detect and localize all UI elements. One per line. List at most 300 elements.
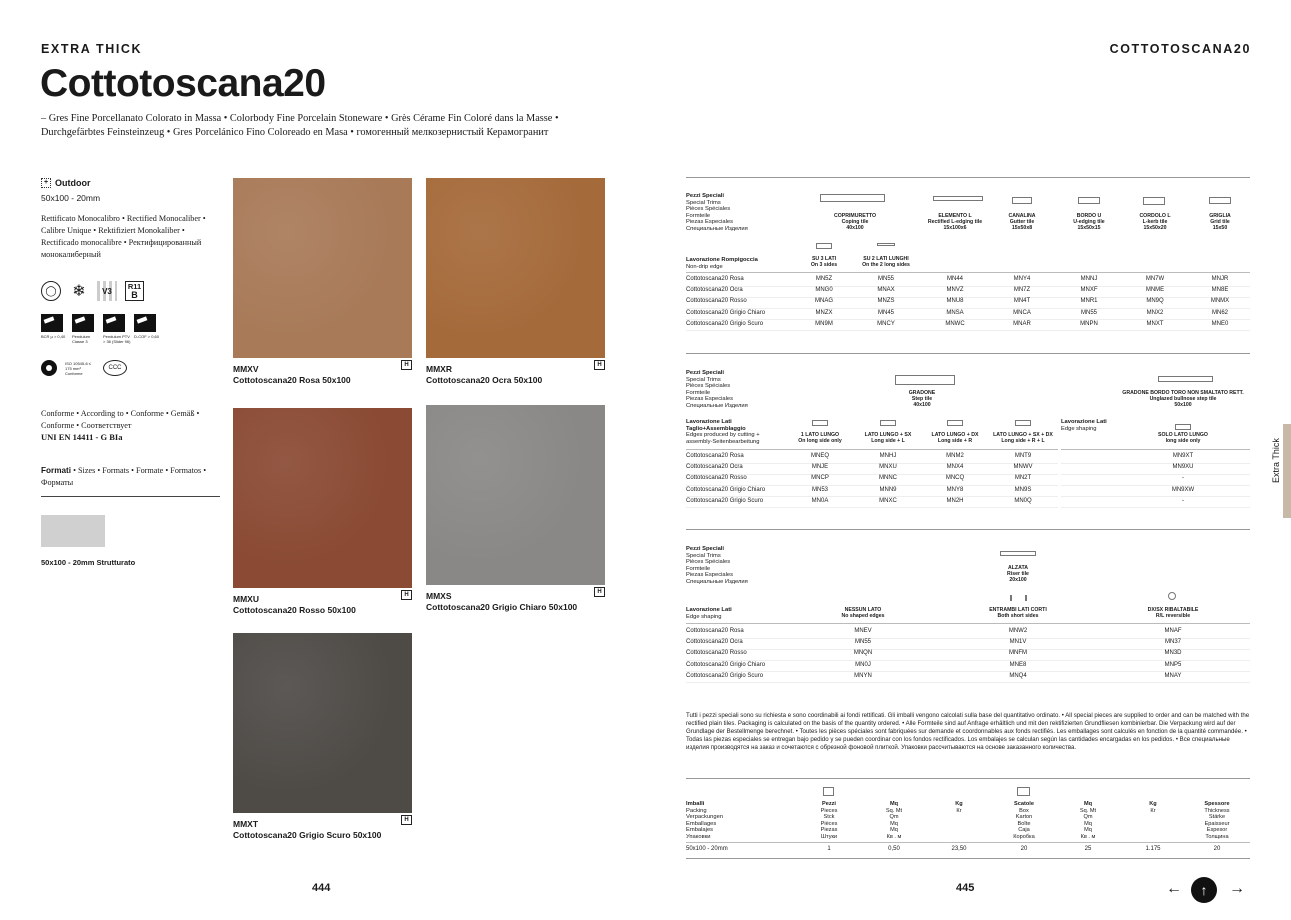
piece-label <box>1113 390 1253 408</box>
cell-code: MNAF <box>1164 628 1182 634</box>
packing-col-header: Pezzi <box>822 801 836 807</box>
packing-col-header: Stärke <box>1208 814 1226 820</box>
piece-label-line: COPRIMURETTO <box>834 213 876 219</box>
cell-code: MNXU <box>879 464 897 471</box>
cell-code: MNSA <box>946 309 964 316</box>
h-mark-icon: H <box>594 360 605 370</box>
row-name: Cottotoscana20 Ocra <box>686 464 743 471</box>
cell-code: MNEV <box>854 628 872 634</box>
edge-label: Lavorazione Lati <box>686 607 732 613</box>
slip-caption: Pendulum PTV > 36 (Slider 96) <box>103 334 131 344</box>
trim-label-line: Special Trims <box>686 199 721 206</box>
packing-col-header: Kg <box>1149 801 1157 807</box>
packing-col-header: Kg <box>955 801 963 807</box>
row-name: Cottotoscana20 Rosso <box>686 475 747 482</box>
slip-caption: BCR µ > 0,40 <box>41 334 66 339</box>
row-name: Cottotoscana20 Rosa <box>686 628 744 634</box>
trim-label-line: Pezzi Speciali <box>686 193 725 199</box>
cell-code: MN55 <box>854 639 871 646</box>
table-rule <box>686 353 1250 354</box>
slip-caption: D-COF > 0,60 <box>134 334 160 339</box>
slip-icons <box>41 314 158 344</box>
edge-label: Lavorazione Lati <box>686 419 732 425</box>
row-name: Cottotoscana20 Grigio Chiaro <box>686 486 766 493</box>
column-header-line: DX/SX RIBALTABILE <box>1147 607 1199 613</box>
packing-value: 20 <box>1020 846 1028 852</box>
series-label: EXTRA THICK <box>41 42 143 56</box>
packing-row-label: 50x100 - 20mm <box>686 846 728 852</box>
cell-code: MN0A <box>811 497 829 504</box>
cell-code: MN8E <box>1211 287 1229 294</box>
outdoor-label: Outdoor <box>55 178 91 188</box>
page-title: Cottotoscana20 <box>40 62 326 105</box>
piece-label-line: Step tile <box>911 396 933 402</box>
packing-col-header: Qm <box>889 814 899 820</box>
edge-label: Edge shaping <box>686 613 722 620</box>
cell-code: MNXC <box>879 497 897 504</box>
piece-label-line: 15x50x15 <box>1077 225 1101 231</box>
packing-col-header: Piezas <box>820 827 838 833</box>
cell-code: MNWV <box>1013 464 1033 471</box>
cell-code: MN1V <box>1009 639 1027 646</box>
cell-code: MNP5 <box>1164 661 1182 668</box>
tile-name: Cottotoscana20 Ocra 50x100 <box>426 375 543 385</box>
coping-tile-icon <box>820 194 885 202</box>
cell-code: MNEQ <box>811 453 829 459</box>
cell-code: MNMX <box>1210 298 1230 305</box>
piece-label-line: 50x100 <box>1174 402 1192 408</box>
edge-label: Edges produced by cutting + <box>686 432 760 438</box>
packing-col-header: Штуки <box>820 833 838 840</box>
column-header-line: On 3 sides <box>810 262 838 268</box>
column-header-line: SOLO LATO LUNGO <box>1158 432 1208 438</box>
iso-caption: ISO 10545-6 ≤ 175 mm³ Conforme <box>65 360 91 376</box>
column-header-line: Both short sides <box>997 613 1039 619</box>
row-name: Cottotoscana20 Rosso <box>686 298 747 305</box>
row-rule <box>686 682 1250 683</box>
tile-image[interactable] <box>426 178 605 358</box>
cell-code: MNYN <box>854 672 872 679</box>
outdoor-row <box>41 178 91 188</box>
packing-value: 0,50 <box>888 846 900 852</box>
packing-col-header: Mq <box>890 827 898 833</box>
edge-label: assembly-Seitenbearbeitung <box>686 438 760 445</box>
piece-label-line: 15x50x20 <box>1143 225 1167 231</box>
cell-code: MN2T <box>1014 475 1032 482</box>
column-header <box>1128 607 1218 619</box>
piece-label-line: CANALINA <box>1008 213 1036 219</box>
packing-col-header: Кг <box>956 807 962 814</box>
column-header <box>973 607 1063 619</box>
tile-image[interactable] <box>233 408 412 588</box>
trim-label-line: Special Trims <box>686 552 721 559</box>
cell-code: MN9M <box>815 320 833 327</box>
formati-rest: • Sizes • Formats • Formate • Formatos • Форматы <box>41 466 207 487</box>
trim-label-line: Formteile <box>686 212 711 219</box>
column-header-line: R/L reversible <box>1155 613 1191 619</box>
packing-col-header: Pièces <box>820 820 838 827</box>
piece-label-line: Unglazed bullnose step tile <box>1149 396 1217 402</box>
cell-code: MNCY <box>877 320 895 327</box>
cell-code: MNR1 <box>1080 298 1098 305</box>
tile-code: MMXU <box>233 594 259 604</box>
trim-label-line: Pièces Spéciales <box>686 559 731 565</box>
piece-label-line: BORDO U <box>1076 213 1102 219</box>
trim-label-line: Embalajes <box>686 827 714 833</box>
edge-label: Edge shaping <box>1061 425 1097 432</box>
row-rule <box>1061 463 1250 464</box>
r11-top: R11 <box>127 282 142 291</box>
h-mark-icon: H <box>401 360 412 370</box>
slip-icon <box>72 314 94 332</box>
column-header-line: No shaped edges <box>841 613 885 619</box>
trim-label-line: Специальные Изделия <box>686 402 748 409</box>
trim-label-line: Piezas Especiales <box>686 396 734 402</box>
packing-col-header: Кв . м <box>886 833 902 840</box>
cell-code: MN9XW <box>1171 486 1195 493</box>
cell-code: MNG0 <box>815 287 833 294</box>
trim-label-line: Упаковки <box>686 833 711 840</box>
packing-col-header: Mq <box>1084 827 1092 833</box>
side-tab-label: Extra Thick <box>1271 438 1281 483</box>
edge-2-sides-icon <box>877 243 895 246</box>
piece-label-line: Gutter tile <box>1009 219 1035 225</box>
cell-code: MNCP <box>811 475 829 482</box>
cell-code: MNAG <box>815 298 833 305</box>
cell-code: MN9Q <box>1146 298 1164 305</box>
packing-col-header: Caja <box>1018 827 1030 833</box>
column-header-line: Long side + R <box>937 438 973 444</box>
cell-code: MNXT <box>1146 320 1164 327</box>
trim-label-line: Formteile <box>686 389 711 396</box>
piece-label-line: 15x50x8 <box>1011 225 1033 231</box>
table-rule <box>686 272 1250 273</box>
ccc-icon <box>103 360 127 376</box>
row-name: Cottotoscana20 Grigio Scuro <box>686 672 764 679</box>
slip-bcr <box>41 314 65 344</box>
table-rule <box>686 449 1058 450</box>
table-rule <box>1061 449 1250 450</box>
column-header-line: SU 3 LATI <box>811 256 837 262</box>
table-rule <box>686 842 1250 843</box>
cell-code: MNJE <box>811 464 829 471</box>
cell-code: MNM2 <box>946 453 964 459</box>
slip-dcof <box>134 314 158 344</box>
tile-image[interactable] <box>426 405 605 585</box>
edge-shape-icon <box>947 420 963 426</box>
cell-code: MNX2 <box>1146 309 1164 316</box>
riser-tile-icon <box>1000 551 1036 556</box>
packing-col-header: Mq <box>1083 801 1093 807</box>
cell-code: MNCQ <box>945 475 965 482</box>
cell-code: MNAR <box>1013 320 1031 327</box>
packing-col-header: Scatole <box>1014 801 1034 807</box>
column-header <box>851 256 921 268</box>
cell-code: MN7W <box>1145 276 1165 282</box>
packing-col-header: Boîte <box>1017 820 1031 827</box>
piece-label-line: CORDOLO L <box>1139 213 1171 219</box>
cell-code: MN0J <box>855 661 871 668</box>
trim-label-line: Verpackungen <box>686 814 724 820</box>
cell-code: MNX4 <box>946 464 964 471</box>
packing-col-header: Karton <box>1015 814 1033 820</box>
piece-label-line: Coping tile <box>841 219 869 225</box>
slip-pendulum <box>72 314 96 344</box>
column-header <box>917 432 993 444</box>
table-rule <box>686 778 1250 779</box>
row-name: Cottotoscana20 Grigio Chiaro <box>686 309 766 316</box>
column-header <box>850 432 926 444</box>
formati-bold: Formati <box>41 466 72 475</box>
cell-code: MN2H <box>946 497 964 504</box>
cell-code: MNN9 <box>879 486 897 493</box>
r11-icon <box>125 281 144 301</box>
conform-text: Conforme • According to • Conforme • Gemäß • Conforme • Соответствует <box>41 409 200 430</box>
prev-page-button[interactable]: ← <box>1166 880 1182 897</box>
packing-value: 25 <box>1084 846 1092 852</box>
l-kerb-icon <box>1143 197 1165 205</box>
column-header-line: On long side only <box>798 438 842 444</box>
tile-code: MMXT <box>233 819 259 829</box>
piece-label <box>1180 213 1260 231</box>
piece-label <box>815 213 895 231</box>
column-header-line: LATO LUNGO + SX <box>864 432 912 438</box>
grid-tile-icon <box>1209 197 1231 204</box>
cell-code: MNPN <box>1080 320 1098 327</box>
cell-code: MN53 <box>811 486 828 493</box>
cell-code: MN7Z <box>1013 287 1031 294</box>
packing-value: 1 <box>827 846 831 852</box>
special-pieces-note: Tutti i pezzi speciali sono su richiesta e sono coordinabili ai fondi rettificati. Gli imballi vengono calcolati sulla base del quantitativo ordinato. • All special pieces are supplied to order and can be matched with the rectified plain tiles. Packaging is calculated on the basis of the quantity ordered. • Alle Formteile sind auf Anfrage erhältlich und mit den rektifizierten Grundfliesen kombinierbar. Die Verpackung wird auf der Grundlage der Bestellmenge berechnet. • Toutes les pièces spéciales sont fabriquées sur demande et coordonnables aux fonds rectifiés. Les emballages sont calculés en fonction de la quantité commandée. • Todas las piezas especiales se entregan bajo pedido y se pueden coordinar con los fondos rectificados. Los embalajes se calculan según las cantidades encargadas en los pedidos. • Все специальные изделия производятся на заказ и сочетаются с обрезной фоновой плиткой. Упаковки рассчитываются на основе заказанного количества. <box>686 712 1250 752</box>
r11-bottom: B <box>131 290 138 300</box>
cell-code: MNY4 <box>1013 276 1031 282</box>
column-header-line: LATO LUNGO + DX <box>931 432 979 438</box>
column-header-line: NESSUN LATO <box>844 607 882 613</box>
row-rule <box>1061 496 1250 497</box>
page-number-right: 445 <box>956 882 975 894</box>
tile-image[interactable] <box>233 178 412 358</box>
edge-shape-icon <box>1015 420 1031 426</box>
l-edging-icon <box>933 196 983 201</box>
edge-label: Non-drip edge <box>686 263 723 270</box>
piece-label-line: L-kerb tile <box>1142 219 1168 225</box>
slip-ptv <box>103 314 131 344</box>
cell-code: MNWC <box>945 320 965 327</box>
table-rule <box>686 858 1250 859</box>
reversible-icon <box>1168 592 1176 600</box>
subtitle: – Gres Fine Porcellanato Colorato in Massa • Colorbody Fine Porcelain Stoneware • Grès Cérame Fin Coloré dans la Masse • Durchgefärbtes Feinsteinzeug • Gres Porcelánico Fino Coloreado en Masa • гомогенный мелкозернистый Керамогранит <box>41 113 559 138</box>
cell-code: MNXF <box>1080 287 1098 294</box>
packing-value: 23,50 <box>951 846 967 852</box>
h-mark-icon: H <box>401 590 412 600</box>
piece-label <box>892 390 952 408</box>
trim-label-line: Piezas Especiales <box>686 219 734 225</box>
row-name: Cottotoscana20 Grigio Scuro <box>686 497 764 504</box>
box-icon <box>1017 787 1030 796</box>
trim-label-line: Formteile <box>686 565 711 572</box>
piece-label <box>988 565 1048 583</box>
size-line: 50x100 - 20mm <box>41 193 101 203</box>
tile-code: MMXS <box>426 591 452 601</box>
row-rule <box>686 507 1058 508</box>
column-header <box>985 432 1061 444</box>
edge-3-sides-icon <box>816 243 832 249</box>
packing-col-header: Spessore <box>1204 801 1230 807</box>
trim-label-line: Специальные Изделия <box>686 578 748 585</box>
cell-code: MNVZ <box>946 287 964 294</box>
cell-code: MNZX <box>815 309 833 316</box>
cell-code: MNQN <box>853 650 873 657</box>
packing-value: 1.175 <box>1145 846 1161 852</box>
cell-code: MNNJ <box>1080 276 1098 282</box>
trim-label-line: Special Trims <box>686 376 721 383</box>
row-name: Cottotoscana20 Rosso <box>686 650 747 657</box>
trim-label-line: Pezzi Speciali <box>686 370 725 376</box>
piece-label-line: Rectified L-edging tile <box>927 219 983 225</box>
column-header-line: On the 2 long sides <box>862 262 910 268</box>
cell-code: MNZS <box>877 298 895 305</box>
packing-col-header: Sq. Mt <box>1079 807 1097 814</box>
packing-col-header: Stck <box>823 814 835 820</box>
trim-label-line: Pezzi Speciali <box>686 546 725 552</box>
edge-mark-icon <box>1010 595 1012 601</box>
packing-col-header: Mq <box>1084 820 1092 827</box>
cell-code: MNHJ <box>879 453 897 459</box>
cell-code: MN62 <box>1211 309 1228 316</box>
cell-code: MN5Z <box>815 276 833 282</box>
edge-shape-icon <box>812 420 828 426</box>
cell-code: MNE0 <box>1211 320 1229 327</box>
next-page-button[interactable]: → <box>1229 880 1245 897</box>
h-mark-icon: H <box>401 815 412 825</box>
packing-col-header: Sq. Mt <box>885 807 903 814</box>
row-rule <box>1061 507 1250 508</box>
packing-value: 20 <box>1213 846 1221 852</box>
slip-icon <box>41 314 63 332</box>
tile-name: Cottotoscana20 Rosso 50x100 <box>233 605 356 615</box>
table-rule <box>686 623 1250 624</box>
property-icons <box>41 281 144 301</box>
h-mark-icon: H <box>594 587 605 597</box>
cell-code: MNU8 <box>946 298 964 305</box>
iso-disc-icon <box>41 360 57 376</box>
packing-col-header: Кг <box>1150 807 1156 814</box>
column-header <box>794 256 854 268</box>
cell-code: MNFM <box>1009 650 1027 657</box>
row-rule <box>686 330 1250 331</box>
piece-label-line: GRADONE <box>908 390 936 396</box>
cell-code: MNY8 <box>946 486 964 493</box>
row-name: Cottotoscana20 Grigio Chiaro <box>686 661 766 668</box>
cell-code: MNQ4 <box>1009 672 1027 679</box>
column-header-line: SU 2 LATI LUNGHI <box>863 256 909 262</box>
edge-label: Taglio+Assemblaggio <box>686 425 746 432</box>
cell-code: MN0Q <box>1014 497 1032 504</box>
formati-text <box>41 465 221 489</box>
column-header-line: Long side + L <box>871 438 905 444</box>
scroll-top-button[interactable]: ↑ <box>1191 877 1217 903</box>
page-number-left: 444 <box>312 882 331 894</box>
packing-col-header: Mq <box>889 801 899 807</box>
edge-label: Lavorazione Rompigoccia <box>686 257 758 263</box>
column-header <box>1145 432 1221 444</box>
foot-icon: ◯ <box>41 281 61 301</box>
trim-label-line: Pièces Spéciales <box>686 383 731 389</box>
piece-label-line: GRADONE BORDO TORO NON SMALTATO RETT. <box>1122 390 1244 396</box>
packing-col-header: Pieces <box>820 807 838 814</box>
tile-image[interactable] <box>233 633 412 813</box>
cell-code: MN9XT <box>1172 453 1194 459</box>
column-header-line: ENTRAMBI LATI CORTI <box>989 607 1047 613</box>
ccc-label: CCC <box>108 365 122 371</box>
trim-label-line: Packing <box>686 807 707 814</box>
edge-mark-icon <box>1025 595 1027 601</box>
table-rule <box>686 177 1250 178</box>
cell-code: MN9S <box>1014 486 1032 493</box>
side-tab[interactable] <box>1283 424 1291 518</box>
edge-shape-icon <box>880 420 896 426</box>
edge-label: Lavorazione Lati <box>1061 419 1107 425</box>
tile-code: MMXR <box>426 364 452 374</box>
row-name: Cottotoscana20 Ocra <box>686 639 743 646</box>
column-header-line: Long side + R + L <box>1001 438 1045 444</box>
packing-col-header: Кв . м <box>1080 833 1096 840</box>
piece-label-line: 40x100 <box>846 225 864 231</box>
packing-col-header: Mq <box>890 820 898 827</box>
v3-label: V3 <box>102 286 112 296</box>
row-name: Cottotoscana20 Rosa <box>686 453 744 459</box>
cell-code: - <box>1182 497 1184 504</box>
v3-icon <box>97 281 117 301</box>
bullnose-step-icon <box>1158 376 1213 382</box>
table-rule <box>686 529 1250 530</box>
packing-col-header: Коробка <box>1013 833 1035 840</box>
packing-col-header: Толщина <box>1205 833 1229 840</box>
column-header-line: LATO LUNGO + SX + DX <box>993 432 1053 438</box>
trim-label-line: Emballages <box>686 820 717 827</box>
edge-shape-icon <box>1175 424 1191 430</box>
cell-code: MNE8 <box>1009 661 1027 668</box>
cell-code: MNCA <box>1013 309 1031 316</box>
cert-icons <box>41 360 127 376</box>
cell-code: MNME <box>1145 287 1165 294</box>
column-header-line: 1 LATO LUNGO <box>800 432 840 438</box>
packing-col-header: Qm <box>1083 814 1093 820</box>
cell-code: MN37 <box>1164 639 1181 646</box>
piece-label-line: 15x50 <box>1212 225 1228 231</box>
row-rule <box>1061 474 1250 475</box>
cell-code: MN3D <box>1164 650 1182 657</box>
cell-code: MN55 <box>877 276 894 282</box>
cell-code: MNNC <box>879 475 897 482</box>
row-rule <box>1061 485 1250 486</box>
trim-label-line: Imballi <box>686 801 705 807</box>
packing-col-header: Box <box>1019 807 1029 814</box>
trim-label-line: Pièces Spéciales <box>686 206 731 212</box>
u-edging-icon <box>1078 197 1100 204</box>
piece-label-line: Grid tile <box>1210 219 1230 225</box>
cell-code: - <box>1182 475 1184 482</box>
tile-name: Cottotoscana20 Grigio Chiaro 50x100 <box>426 602 578 612</box>
row-name: Cottotoscana20 Grigio Scuro <box>686 320 764 327</box>
cell-code: MN55 <box>1080 309 1097 316</box>
swatch-label: 50x100 - 20mm Strutturato <box>41 558 136 567</box>
packing-col-header: Epaisseur <box>1204 820 1230 827</box>
gutter-tile-icon <box>1012 197 1032 204</box>
cell-code: MNT9 <box>1014 453 1032 459</box>
row-name: Cottotoscana20 Rosa <box>686 276 744 282</box>
step-tile-icon <box>895 375 955 385</box>
